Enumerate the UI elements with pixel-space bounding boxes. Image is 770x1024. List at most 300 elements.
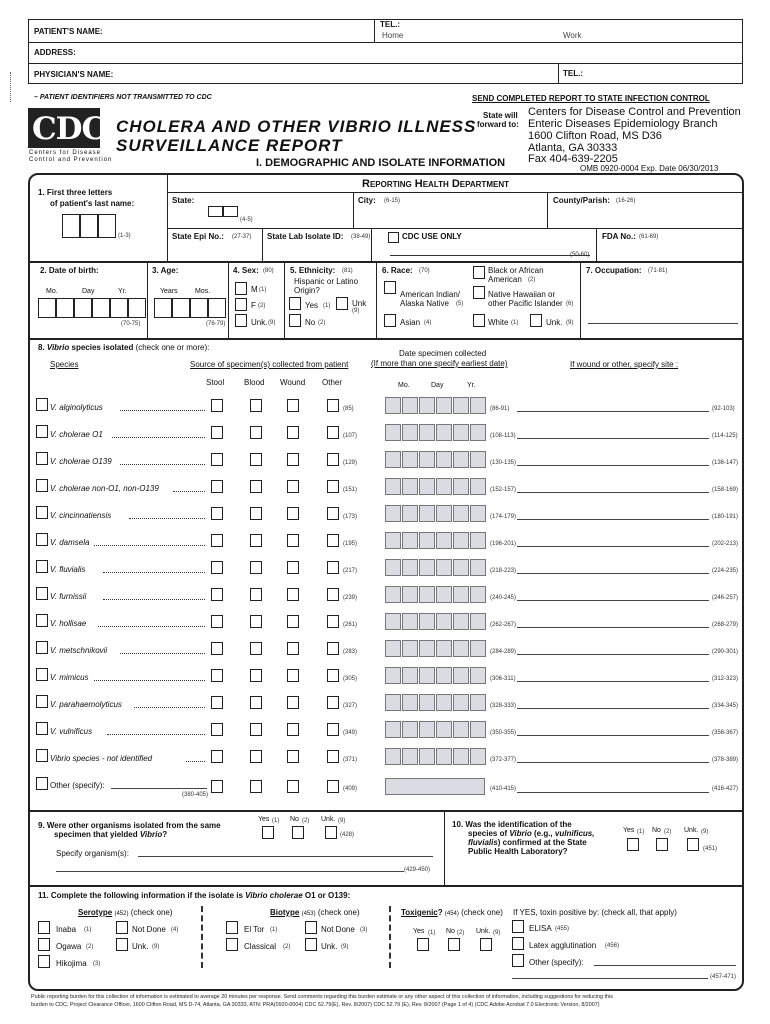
stool-checkbox[interactable]	[211, 480, 223, 493]
species-dotted-leader	[186, 761, 205, 762]
other-date-boxes[interactable]	[385, 778, 485, 795]
other-stool-checkbox[interactable]	[211, 780, 223, 793]
date-digit-box[interactable]	[453, 721, 469, 738]
date-digit-box[interactable]	[470, 748, 486, 765]
toxin-other-field[interactable]	[594, 965, 736, 966]
sex-unknown-checkbox[interactable]	[235, 314, 247, 327]
date-digit-box[interactable]	[402, 397, 418, 414]
date-digit-box[interactable]	[419, 694, 435, 711]
county-label: County/Parish:	[553, 196, 610, 205]
latex-checkbox[interactable]	[512, 937, 524, 950]
wound-checkbox[interactable]	[287, 615, 299, 628]
date-digit-box[interactable]	[436, 748, 452, 765]
race-amind-checkbox[interactable]	[384, 281, 396, 294]
species-checkbox[interactable]	[36, 452, 48, 465]
date-digit-box[interactable]	[453, 586, 469, 603]
q4-label: 4. Sex:	[233, 266, 259, 275]
date-digit-box[interactable]	[385, 613, 401, 630]
wound-site-field[interactable]	[517, 519, 709, 520]
date-digit-box[interactable]	[419, 613, 435, 630]
section-title: I. DEMOGRAPHIC AND ISOLATE INFORMATION	[256, 157, 506, 169]
row-code-source: (349)	[343, 730, 358, 736]
date-digit-box[interactable]	[419, 721, 435, 738]
date-digit-box[interactable]	[436, 397, 452, 414]
wound-site-field[interactable]	[517, 762, 709, 763]
species-name: V. alginolyticus	[50, 403, 103, 412]
other-source-checkbox[interactable]	[327, 588, 339, 601]
species-checkbox[interactable]	[36, 614, 48, 627]
other-wound-checkbox[interactable]	[287, 780, 299, 793]
species-checkbox[interactable]	[36, 533, 48, 546]
q9-organism-field-2[interactable]	[56, 871, 404, 872]
wound-site-field[interactable]	[517, 438, 709, 439]
date-digit-box[interactable]	[470, 559, 486, 576]
other-specify-label: Other (specify):	[50, 781, 105, 790]
species-checkbox[interactable]	[36, 425, 48, 438]
row-code-site: (92-103)	[712, 406, 735, 412]
stool-checkbox[interactable]	[211, 426, 223, 439]
other-other-checkbox[interactable]	[327, 780, 339, 793]
other-source-checkbox[interactable]	[327, 426, 339, 439]
wound-checkbox[interactable]	[287, 480, 299, 493]
serotype-ogawa-checkbox[interactable]	[38, 938, 50, 951]
date-digit-box[interactable]	[402, 640, 418, 657]
date-digit-box[interactable]	[436, 424, 452, 441]
date-digit-box[interactable]	[385, 694, 401, 711]
ethnicity-yes-checkbox[interactable]	[289, 297, 301, 310]
row-code-site: (114-125)	[712, 433, 738, 439]
race-white-checkbox[interactable]	[473, 314, 485, 327]
blood-checkbox[interactable]	[250, 615, 262, 628]
blood-checkbox[interactable]	[250, 669, 262, 682]
date-digit-box[interactable]	[453, 424, 469, 441]
date-digit-box[interactable]	[436, 640, 452, 657]
biotype-el-tor-checkbox[interactable]	[226, 921, 238, 934]
row-code-source: (107)	[343, 433, 358, 439]
stool-checkbox[interactable]	[211, 507, 223, 520]
dob-box-5[interactable]	[110, 298, 128, 318]
species-checkbox[interactable]	[36, 506, 48, 519]
wound-site-field[interactable]	[517, 465, 709, 466]
wound-checkbox[interactable]	[287, 426, 299, 439]
stool-checkbox[interactable]	[211, 588, 223, 601]
species-checkbox[interactable]	[36, 641, 48, 654]
stool-checkbox[interactable]	[211, 723, 223, 736]
row-code-site: (246-257)	[712, 595, 739, 601]
date-collected-header: Date specimen collected	[399, 349, 487, 358]
blood-checkbox[interactable]	[250, 750, 262, 763]
wound-checkbox[interactable]	[287, 696, 299, 709]
other-source-checkbox[interactable]	[327, 480, 339, 493]
row-code-date: (174-179)	[490, 514, 517, 520]
address-line-2: Enteric Diseases Epidemiology Branch	[528, 118, 718, 130]
date-digit-box[interactable]	[436, 559, 452, 576]
wound-site-field[interactable]	[517, 735, 709, 736]
date-digit-box[interactable]	[453, 640, 469, 657]
race-black-checkbox[interactable]	[473, 266, 485, 279]
wound-checkbox[interactable]	[287, 453, 299, 466]
wound-site-field[interactable]	[517, 411, 709, 412]
letter-box-2[interactable]	[80, 214, 98, 238]
biotype-unknown-checkbox[interactable]	[305, 938, 317, 951]
dob-box-2[interactable]	[56, 298, 74, 318]
date-digit-box[interactable]	[385, 451, 401, 468]
species-header: Species	[50, 360, 79, 369]
date-digit-box[interactable]	[419, 640, 435, 657]
biotype-header: Biotype (453) (check one)	[270, 908, 360, 917]
date-digit-box[interactable]	[453, 667, 469, 684]
wound-site-field[interactable]	[517, 546, 709, 547]
date-digit-box[interactable]	[419, 505, 435, 522]
age-box-1[interactable]	[154, 298, 172, 318]
state-field-2[interactable]	[223, 206, 238, 217]
q9-organism-field[interactable]	[138, 856, 433, 857]
blood-checkbox[interactable]	[250, 723, 262, 736]
occupation-field[interactable]	[588, 323, 738, 324]
species-name: V. furnissii	[50, 592, 87, 601]
age-box-2[interactable]	[172, 298, 190, 318]
date-digit-box[interactable]	[385, 721, 401, 738]
date-digit-box[interactable]	[402, 478, 418, 495]
date-digit-box[interactable]	[402, 613, 418, 630]
species-name: V. cincinnatiensis	[50, 511, 112, 520]
species-name: V. parahaemolyticus	[50, 700, 122, 709]
date-digit-box[interactable]	[470, 451, 486, 468]
date-digit-box[interactable]	[453, 505, 469, 522]
serotype-not-done-checkbox[interactable]	[116, 921, 128, 934]
row-code-source: (239)	[343, 595, 358, 601]
blood-checkbox[interactable]	[250, 561, 262, 574]
date-digit-box[interactable]	[436, 532, 452, 549]
row-code-source: (85)	[343, 406, 354, 412]
date-digit-box[interactable]	[470, 694, 486, 711]
species-checkbox[interactable]	[36, 398, 48, 411]
wound-checkbox[interactable]	[287, 750, 299, 763]
toxin-positive-label: If YES, toxin positive by: (check all, that apply)	[513, 908, 677, 917]
wound-site-field[interactable]	[517, 681, 709, 682]
age-box-4[interactable]	[208, 298, 226, 318]
cdc-use-checkbox[interactable]	[388, 232, 399, 243]
date-digit-box[interactable]	[419, 451, 435, 468]
date-digit-box[interactable]	[453, 613, 469, 630]
date-digit-box[interactable]	[470, 667, 486, 684]
q9-label-2: specimen that yielded Vibrio?	[54, 830, 168, 839]
stool-checkbox[interactable]	[211, 453, 223, 466]
row-code-source: (151)	[343, 487, 358, 493]
other-source-checkbox[interactable]	[327, 507, 339, 520]
date-digit-box[interactable]	[385, 748, 401, 765]
other-blood-checkbox[interactable]	[250, 780, 262, 793]
row-code-date: (218-223)	[490, 568, 517, 574]
other-source-checkbox[interactable]	[327, 561, 339, 574]
other-source-checkbox[interactable]	[327, 534, 339, 547]
cdc-use-field[interactable]	[390, 250, 590, 256]
q9-unknown-checkbox[interactable]	[325, 826, 337, 839]
toxin-other-checkbox[interactable]	[512, 954, 524, 967]
form-title-1: CHOLERA AND OTHER VIBRIO ILLNESS	[116, 117, 477, 136]
q2-label: 2. Date of birth:	[40, 266, 99, 275]
row-code-date: (306-311)	[490, 676, 516, 682]
blood-checkbox[interactable]	[250, 534, 262, 547]
blood-checkbox[interactable]	[250, 426, 262, 439]
row-code-date: (152-157)	[490, 487, 517, 493]
dob-box-3[interactable]	[74, 298, 92, 318]
date-digit-box[interactable]	[385, 532, 401, 549]
date-digit-box[interactable]	[470, 721, 486, 738]
row-code-date: (86-91)	[490, 406, 510, 412]
species-checkbox[interactable]	[36, 560, 48, 573]
date-digit-box[interactable]	[402, 424, 418, 441]
wound-checkbox[interactable]	[287, 642, 299, 655]
date-digit-box[interactable]	[419, 424, 435, 441]
race-nhpi-checkbox[interactable]	[473, 286, 485, 299]
stool-checkbox[interactable]	[211, 696, 223, 709]
row-code-site: (356-367)	[712, 730, 739, 736]
other-source-checkbox[interactable]	[327, 642, 339, 655]
q9-label: 9. Were other organisms isolated from the same	[38, 821, 221, 830]
wound-checkbox[interactable]	[287, 669, 299, 682]
species-dotted-leader	[120, 653, 205, 654]
race-asian-checkbox[interactable]	[384, 314, 396, 327]
other-source-checkbox[interactable]	[327, 696, 339, 709]
date-digit-box[interactable]	[385, 478, 401, 495]
toxin-other-field-2[interactable]	[512, 978, 708, 979]
species-name: V. mimicus	[50, 673, 89, 682]
date-digit-box[interactable]	[419, 532, 435, 549]
other-source-checkbox[interactable]	[327, 750, 339, 763]
state-epi-label: State Epi No.:	[172, 232, 225, 241]
blood-checkbox[interactable]	[250, 588, 262, 601]
blood-checkbox[interactable]	[250, 453, 262, 466]
serotype-inaba-checkbox[interactable]	[38, 921, 50, 934]
date-digit-box[interactable]	[419, 748, 435, 765]
species-dotted-leader	[134, 707, 205, 708]
other-source-checkbox[interactable]	[327, 723, 339, 736]
q9-no-checkbox[interactable]	[292, 826, 304, 839]
date-digit-box[interactable]	[453, 397, 469, 414]
species-dotted-leader	[103, 572, 205, 573]
date-digit-box[interactable]	[470, 586, 486, 603]
wound-site-header: If wound or other, specify site :	[570, 360, 679, 369]
wound-site-field[interactable]	[517, 654, 709, 655]
row-code-date: (196-201)	[490, 541, 517, 547]
date-digit-box[interactable]	[402, 559, 418, 576]
q10-label-2: species of Vibrio (e.g., vulnificus,	[468, 829, 595, 838]
date-digit-box[interactable]	[419, 559, 435, 576]
q10-label: 10. Was the identification of the	[452, 820, 572, 829]
date-digit-box[interactable]	[453, 532, 469, 549]
date-digit-box[interactable]	[402, 586, 418, 603]
date-digit-box[interactable]	[419, 397, 435, 414]
date-digit-box[interactable]	[402, 748, 418, 765]
sex-male-checkbox[interactable]	[235, 282, 247, 295]
wound-checkbox[interactable]	[287, 561, 299, 574]
row-code-site: (180-191)	[712, 514, 739, 520]
date-digit-box[interactable]	[470, 505, 486, 522]
wound-checkbox[interactable]	[287, 588, 299, 601]
other-species-checkbox[interactable]	[36, 777, 48, 790]
forward-to-label: forward to:	[477, 120, 519, 129]
q10-no-checkbox[interactable]	[656, 838, 668, 851]
date-digit-box[interactable]	[402, 532, 418, 549]
date-digit-box[interactable]	[453, 559, 469, 576]
row-code-date: (108-113)	[490, 433, 516, 439]
reporting-dept-heading: Reporting Health Department	[362, 178, 509, 190]
row-code-site: (158-169)	[712, 487, 739, 493]
biotype-not-done-checkbox[interactable]	[305, 921, 317, 934]
stool-checkbox[interactable]	[211, 615, 223, 628]
date-digit-box[interactable]	[402, 505, 418, 522]
blood-checkbox[interactable]	[250, 642, 262, 655]
biotype-classical-checkbox[interactable]	[226, 938, 238, 951]
q6-label: 6. Race:	[382, 266, 413, 275]
age-box-3[interactable]	[190, 298, 208, 318]
date-digit-box[interactable]	[385, 640, 401, 657]
serotype-hikojima-checkbox[interactable]	[38, 955, 50, 968]
wound-site-field[interactable]	[517, 600, 709, 601]
date-digit-box[interactable]	[436, 613, 452, 630]
blood-header: Blood	[244, 378, 265, 387]
date-digit-box[interactable]	[470, 532, 486, 549]
sex-female-checkbox[interactable]	[235, 298, 247, 311]
date-digit-box[interactable]	[402, 451, 418, 468]
blood-checkbox[interactable]	[250, 399, 262, 412]
species-name: V. hollisae	[50, 619, 87, 628]
state-label: State:	[172, 196, 195, 205]
dob-box-4[interactable]	[92, 298, 110, 318]
date-digit-box[interactable]	[453, 451, 469, 468]
q10-unknown-checkbox[interactable]	[687, 838, 699, 851]
state-will-label: State will	[483, 111, 518, 120]
date-digit-box[interactable]	[419, 586, 435, 603]
cdc-logo: CDC	[28, 108, 100, 148]
other-site-field[interactable]	[517, 792, 709, 793]
ethnicity-unknown-checkbox[interactable]	[336, 297, 348, 310]
toxigenic-no-checkbox[interactable]	[448, 938, 460, 951]
row-code-site: (224-235)	[712, 568, 739, 574]
date-digit-box[interactable]	[453, 748, 469, 765]
date-digit-box[interactable]	[436, 667, 452, 684]
species-name: V. cholerae O1	[50, 430, 103, 439]
row-code-date: (328-333)	[490, 703, 517, 709]
date-digit-box[interactable]	[402, 694, 418, 711]
species-dotted-leader	[129, 518, 205, 519]
date-digit-box[interactable]	[436, 451, 452, 468]
date-digit-box[interactable]	[436, 721, 452, 738]
date-digit-box[interactable]	[436, 586, 452, 603]
other-source-checkbox[interactable]	[327, 453, 339, 466]
stool-checkbox[interactable]	[211, 669, 223, 682]
q10-yes-checkbox[interactable]	[627, 838, 639, 851]
date-digit-box[interactable]	[385, 424, 401, 441]
stool-checkbox[interactable]	[211, 399, 223, 412]
row-code-site: (334-345)	[712, 703, 739, 709]
wound-checkbox[interactable]	[287, 723, 299, 736]
date-digit-box[interactable]	[385, 397, 401, 414]
date-digit-box[interactable]	[419, 667, 435, 684]
date-digit-box[interactable]	[453, 694, 469, 711]
stool-checkbox[interactable]	[211, 561, 223, 574]
serotype-unknown-checkbox[interactable]	[116, 938, 128, 951]
species-checkbox[interactable]	[36, 587, 48, 600]
stool-checkbox[interactable]	[211, 534, 223, 547]
ethnicity-no-checkbox[interactable]	[289, 314, 301, 327]
species-checkbox[interactable]	[36, 722, 48, 735]
other-source-checkbox[interactable]	[327, 669, 339, 682]
wound-checkbox[interactable]	[287, 507, 299, 520]
date-digit-box[interactable]	[385, 667, 401, 684]
race-unknown-checkbox[interactable]	[530, 314, 542, 327]
date-digit-box[interactable]	[470, 397, 486, 414]
q9-yes-checkbox[interactable]	[262, 826, 274, 839]
date-digit-box[interactable]	[436, 694, 452, 711]
wound-header: Wound	[280, 378, 306, 387]
toxigenic-unknown-checkbox[interactable]	[480, 938, 492, 951]
species-dotted-leader	[94, 680, 205, 681]
cdc-use-label: CDC USE ONLY	[402, 232, 462, 241]
main-form-border	[28, 173, 744, 991]
species-checkbox[interactable]	[36, 695, 48, 708]
work-label: Work	[563, 31, 582, 40]
blood-checkbox[interactable]	[250, 480, 262, 493]
wound-checkbox[interactable]	[287, 399, 299, 412]
species-dotted-leader	[120, 410, 205, 411]
date-digit-box[interactable]	[385, 559, 401, 576]
date-digit-box[interactable]	[402, 721, 418, 738]
blood-checkbox[interactable]	[250, 507, 262, 520]
q1-label: 1. First three letters	[38, 188, 113, 197]
wound-site-field[interactable]	[517, 708, 709, 709]
state-field-1[interactable]	[208, 206, 223, 217]
other-source-checkbox[interactable]	[327, 615, 339, 628]
stool-checkbox[interactable]	[211, 642, 223, 655]
date-digit-box[interactable]	[436, 478, 452, 495]
stool-checkbox[interactable]	[211, 750, 223, 763]
wound-checkbox[interactable]	[287, 534, 299, 547]
date-digit-box[interactable]	[453, 478, 469, 495]
q10-label-4: Public Health Laboratory?	[468, 847, 568, 856]
date-digit-box[interactable]	[385, 586, 401, 603]
blood-checkbox[interactable]	[250, 696, 262, 709]
species-checkbox[interactable]	[36, 749, 48, 762]
species-checkbox[interactable]	[36, 668, 48, 681]
tel2-label: TEL.:	[563, 69, 583, 78]
date-digit-box[interactable]	[385, 505, 401, 522]
date-digit-box[interactable]	[470, 424, 486, 441]
wound-site-field[interactable]	[517, 492, 709, 493]
date-digit-box[interactable]	[436, 505, 452, 522]
letter-box-3[interactable]	[98, 214, 116, 238]
row-code-source: (129)	[343, 460, 358, 466]
row-code-source: (217)	[343, 568, 358, 574]
date-digit-box[interactable]	[470, 478, 486, 495]
dob-box-6[interactable]	[128, 298, 146, 318]
wound-site-field[interactable]	[517, 573, 709, 574]
species-dotted-leader	[103, 599, 205, 600]
other-source-checkbox[interactable]	[327, 399, 339, 412]
date-digit-box[interactable]	[402, 667, 418, 684]
elisa-checkbox[interactable]	[512, 920, 524, 933]
date-digit-box[interactable]	[419, 478, 435, 495]
date-digit-box[interactable]	[470, 640, 486, 657]
toxigenic-yes-checkbox[interactable]	[417, 938, 429, 951]
letter-box-1[interactable]	[62, 214, 80, 238]
date-digit-box[interactable]	[470, 613, 486, 630]
dob-box-1[interactable]	[38, 298, 56, 318]
species-checkbox[interactable]	[36, 479, 48, 492]
other-species-field[interactable]	[111, 788, 207, 789]
wound-site-field[interactable]	[517, 627, 709, 628]
